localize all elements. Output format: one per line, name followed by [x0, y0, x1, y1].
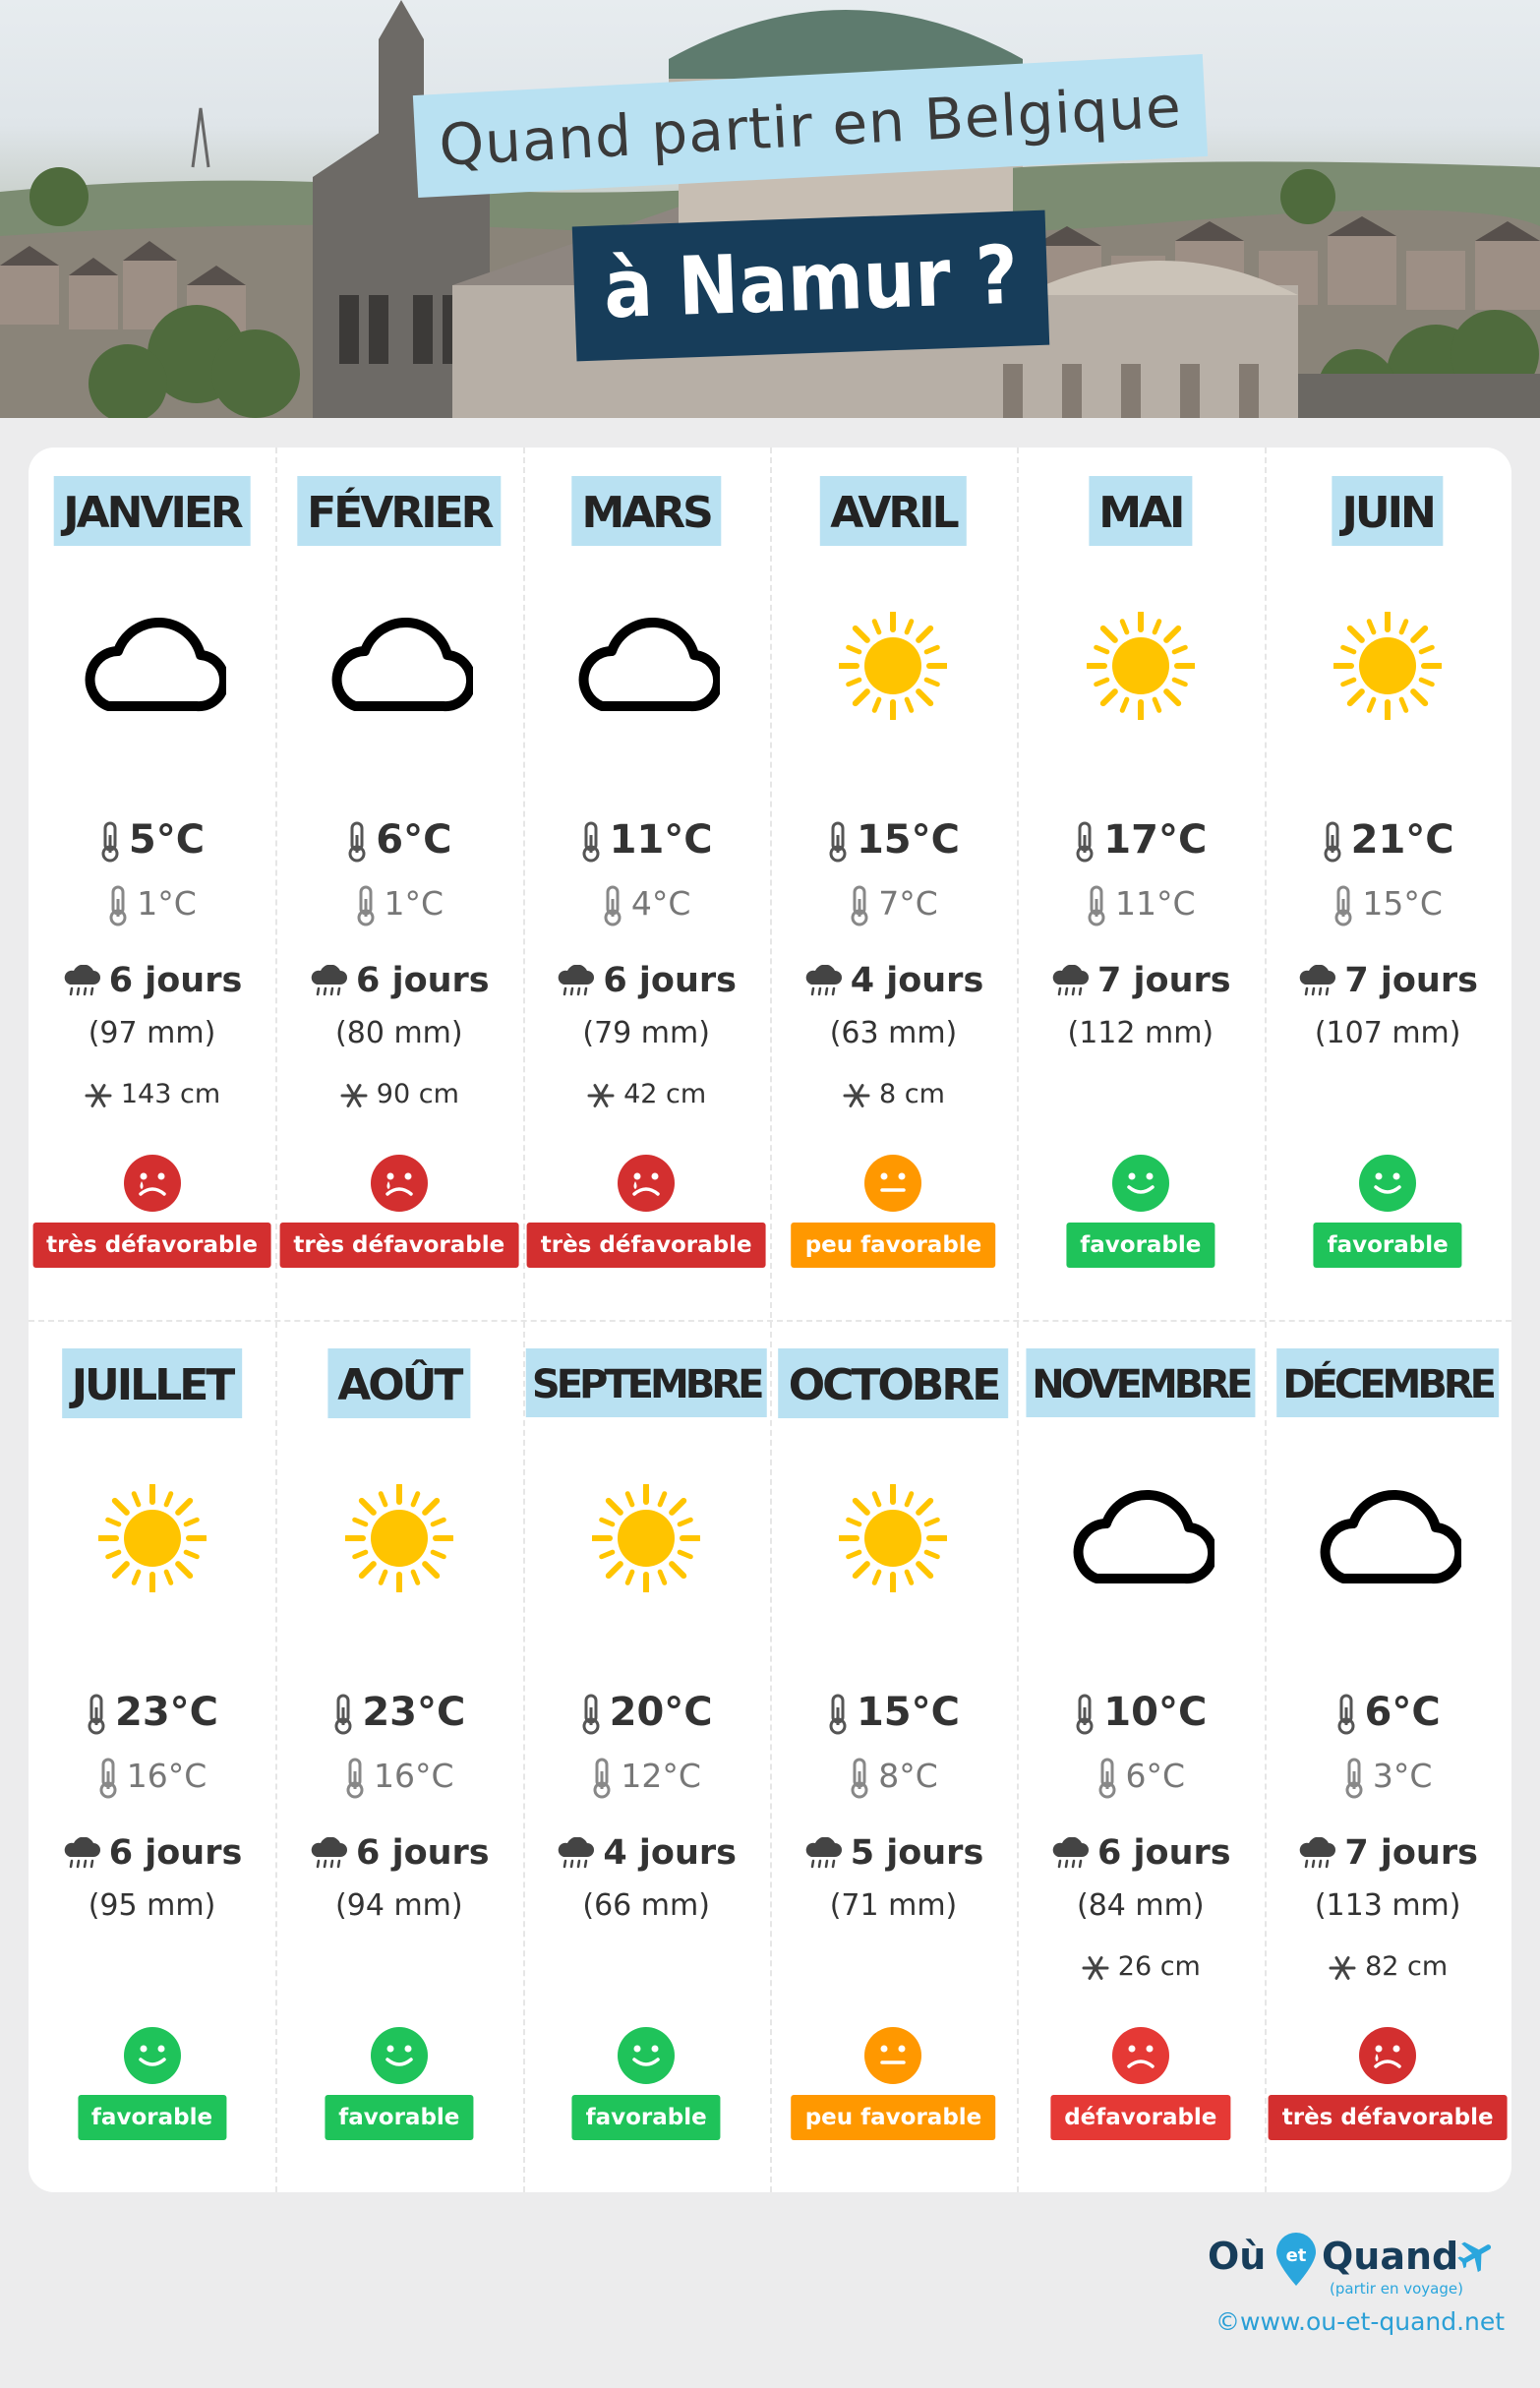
month-name: JUILLET — [62, 1348, 243, 1418]
rating-badge: favorable — [1066, 1223, 1214, 1268]
month-name: MARS — [571, 476, 720, 546]
logo-pin-text: et — [1285, 2245, 1307, 2266]
month-cell — [1017, 448, 1264, 1320]
snowflake-icon — [84, 1079, 121, 1109]
rating-badge: favorable — [325, 2095, 473, 2140]
rain-cloud-icon — [803, 961, 851, 1000]
rating-badge: peu favorable — [792, 2095, 996, 2140]
month-cell — [29, 448, 275, 1320]
months-grid-card — [29, 448, 1511, 2192]
snow-depth: 82 cm — [1265, 1951, 1511, 1983]
rating-badge: très défavorable — [32, 1223, 271, 1268]
rating-badge: très défavorable — [1269, 2095, 1508, 2140]
logo-text-ou: Où — [1208, 2235, 1267, 2278]
month-name: JANVIER — [53, 476, 251, 546]
min-temperature: 16°C — [29, 1757, 275, 1799]
thermometer-icon — [580, 1690, 610, 1735]
rain-days: 7 jours — [1265, 1833, 1511, 1873]
rain-days: 4 jours — [770, 961, 1017, 1000]
rain-amount: (112 mm) — [1067, 1016, 1214, 1050]
rain-cloud-icon — [62, 1833, 109, 1873]
rating-badge: favorable — [78, 2095, 226, 2140]
cloud-icon — [326, 612, 473, 718]
thermometer-icon — [99, 817, 129, 863]
rain-cloud-icon — [803, 1833, 851, 1873]
namur-cityscape-photo — [0, 0, 1540, 418]
row-divider — [29, 1320, 1511, 1322]
rain-days: 7 jours — [1265, 961, 1511, 1000]
thermometer-icon — [97, 1757, 127, 1795]
rain-days: 4 jours — [523, 1833, 770, 1873]
month-cell — [1265, 448, 1511, 1320]
min-temperature: 1°C — [275, 884, 522, 926]
rain-days: 7 jours — [1017, 961, 1264, 1000]
sun-icon — [839, 612, 947, 724]
rain-amount: (79 mm) — [582, 1016, 710, 1050]
airplane-icon — [1455, 2235, 1497, 2276]
max-temperature: 21°C — [1265, 817, 1511, 863]
sun-icon — [592, 1484, 700, 1596]
max-temperature: 11°C — [523, 817, 770, 863]
snow-depth: 8 cm — [770, 1079, 1017, 1110]
cloud-icon — [1067, 1484, 1214, 1590]
rain-amount: (113 mm) — [1314, 1888, 1461, 1923]
max-temperature: 10°C — [1017, 1690, 1264, 1735]
month-cell — [1265, 1320, 1511, 2192]
month-name: OCTOBRE — [779, 1348, 1009, 1418]
min-temperature: 6°C — [1017, 1757, 1264, 1799]
min-temperature: 15°C — [1265, 884, 1511, 926]
thermometer-icon — [346, 817, 376, 863]
month-name: NOVEMBRE — [1026, 1348, 1255, 1417]
max-temperature: 15°C — [770, 1690, 1017, 1735]
snowflake-icon — [842, 1079, 879, 1109]
page-title: Quand partir en Belgique — [413, 54, 1208, 198]
sun-icon — [1333, 612, 1442, 724]
rain-amount: (97 mm) — [88, 1016, 216, 1050]
min-temperature: 1°C — [29, 884, 275, 926]
rain-cloud-icon — [556, 1833, 603, 1873]
min-temperature: 12°C — [523, 1757, 770, 1799]
month-cell — [770, 1320, 1017, 2192]
rating-face-icon — [618, 2027, 675, 2088]
copyright-link[interactable]: ©www.ou-et-quand.net — [1215, 2307, 1506, 2336]
thermometer-icon — [849, 884, 878, 923]
max-temperature: 5°C — [29, 817, 275, 863]
month-cell — [1017, 1320, 1264, 2192]
sun-icon — [1087, 612, 1195, 724]
rain-days: 5 jours — [770, 1833, 1017, 1873]
rating-face-icon — [1359, 2027, 1416, 2088]
rain-cloud-icon — [1297, 961, 1344, 1000]
rating-face-icon — [124, 2027, 181, 2088]
sun-icon — [345, 1484, 453, 1596]
thermometer-icon — [827, 817, 857, 863]
month-name: DÉCEMBRE — [1276, 1348, 1499, 1417]
map-pin-icon — [1274, 2233, 1318, 2286]
rain-cloud-icon — [1050, 1833, 1097, 1873]
thermometer-icon — [580, 817, 610, 863]
max-temperature: 15°C — [770, 817, 1017, 863]
rating-face-icon — [1112, 1155, 1169, 1216]
ou-et-quand-logo[interactable] — [1208, 2231, 1503, 2307]
snow-depth: 26 cm — [1017, 1951, 1264, 1983]
rating-face-icon — [864, 1155, 921, 1216]
month-name: MAI — [1089, 476, 1192, 546]
rain-amount: (66 mm) — [582, 1888, 710, 1923]
snowflake-icon — [1081, 1951, 1118, 1982]
rain-cloud-icon — [309, 961, 356, 1000]
thermometer-icon — [1074, 1690, 1103, 1735]
month-name: AVRIL — [820, 476, 966, 546]
month-name: JUIN — [1332, 476, 1443, 546]
thermometer-icon — [591, 1757, 621, 1795]
min-temperature: 3°C — [1265, 1757, 1511, 1799]
rain-amount: (71 mm) — [829, 1888, 958, 1923]
thermometer-icon — [107, 884, 137, 923]
snowflake-icon — [1328, 1951, 1365, 1982]
rating-badge: très défavorable — [527, 1223, 766, 1268]
thermometer-icon — [1335, 1690, 1365, 1735]
max-temperature: 17°C — [1017, 817, 1264, 863]
thermometer-icon — [1086, 884, 1115, 923]
rating-badge: favorable — [572, 2095, 721, 2140]
rain-cloud-icon — [1050, 961, 1097, 1000]
snow-depth: 143 cm — [29, 1079, 275, 1110]
rain-days: 6 jours — [523, 961, 770, 1000]
rain-amount: (94 mm) — [335, 1888, 463, 1923]
rain-cloud-icon — [556, 961, 603, 1000]
month-cell — [770, 448, 1017, 1320]
month-name: FÉVRIER — [297, 476, 501, 546]
thermometer-icon — [1074, 817, 1103, 863]
thermometer-icon — [86, 1690, 115, 1735]
max-temperature: 23°C — [275, 1690, 522, 1735]
sun-icon — [98, 1484, 207, 1596]
cloud-icon — [572, 612, 720, 718]
rain-cloud-icon — [62, 961, 109, 1000]
snowflake-icon — [339, 1079, 377, 1109]
snow-depth: 90 cm — [275, 1079, 522, 1110]
month-cell — [29, 1320, 275, 2192]
rain-amount: (107 mm) — [1314, 1016, 1461, 1050]
rating-face-icon — [371, 2027, 428, 2088]
rain-cloud-icon — [309, 1833, 356, 1873]
max-temperature: 6°C — [1265, 1690, 1511, 1735]
rating-face-icon — [1359, 1155, 1416, 1216]
logo-tagline: (partir en voyage) — [1330, 2280, 1463, 2298]
thermometer-icon — [1333, 884, 1362, 923]
rating-face-icon — [1112, 2027, 1169, 2088]
max-temperature: 20°C — [523, 1690, 770, 1735]
rating-face-icon — [864, 2027, 921, 2088]
rain-cloud-icon — [1297, 1833, 1344, 1873]
rating-badge: favorable — [1314, 1223, 1462, 1268]
rain-amount: (95 mm) — [88, 1888, 216, 1923]
min-temperature: 7°C — [770, 884, 1017, 926]
logo-text-quand: Quand — [1322, 2235, 1459, 2278]
rating-face-icon — [124, 1155, 181, 1216]
month-cell — [275, 1320, 522, 2192]
snowflake-icon — [586, 1079, 623, 1109]
month-cell — [275, 448, 522, 1320]
thermometer-icon — [344, 1757, 374, 1795]
rain-amount: (63 mm) — [829, 1016, 958, 1050]
month-name: SEPTEMBRE — [526, 1348, 766, 1417]
thermometer-icon — [1343, 1757, 1373, 1795]
thermometer-icon — [1322, 817, 1351, 863]
rating-badge: peu favorable — [792, 1223, 996, 1268]
thermometer-icon — [355, 884, 385, 923]
rain-days: 6 jours — [275, 961, 522, 1000]
thermometer-icon — [332, 1690, 362, 1735]
thermometer-icon — [849, 1757, 878, 1795]
rain-days: 6 jours — [275, 1833, 522, 1873]
rating-badge: défavorable — [1050, 2095, 1230, 2140]
rain-days: 6 jours — [29, 1833, 275, 1873]
snow-depth: 42 cm — [523, 1079, 770, 1110]
month-cell — [523, 1320, 770, 2192]
min-temperature: 16°C — [275, 1757, 522, 1799]
rating-face-icon — [371, 1155, 428, 1216]
cloud-icon — [1314, 1484, 1461, 1590]
month-name: AOÛT — [327, 1348, 470, 1418]
sun-icon — [839, 1484, 947, 1596]
min-temperature: 4°C — [523, 884, 770, 926]
header-banner — [0, 0, 1540, 418]
thermometer-icon — [827, 1690, 857, 1735]
min-temperature: 11°C — [1017, 884, 1264, 926]
min-temperature: 8°C — [770, 1757, 1017, 1799]
rain-days: 6 jours — [29, 961, 275, 1000]
max-temperature: 6°C — [275, 817, 522, 863]
rain-amount: (80 mm) — [335, 1016, 463, 1050]
page-subtitle: à Namur ? — [572, 210, 1050, 362]
cloud-icon — [79, 612, 226, 718]
thermometer-icon — [602, 884, 631, 923]
max-temperature: 23°C — [29, 1690, 275, 1735]
rating-badge: très défavorable — [279, 1223, 518, 1268]
rating-face-icon — [618, 1155, 675, 1216]
rain-days: 6 jours — [1017, 1833, 1264, 1873]
rain-amount: (84 mm) — [1077, 1888, 1205, 1923]
month-cell — [523, 448, 770, 1320]
thermometer-icon — [1096, 1757, 1126, 1795]
